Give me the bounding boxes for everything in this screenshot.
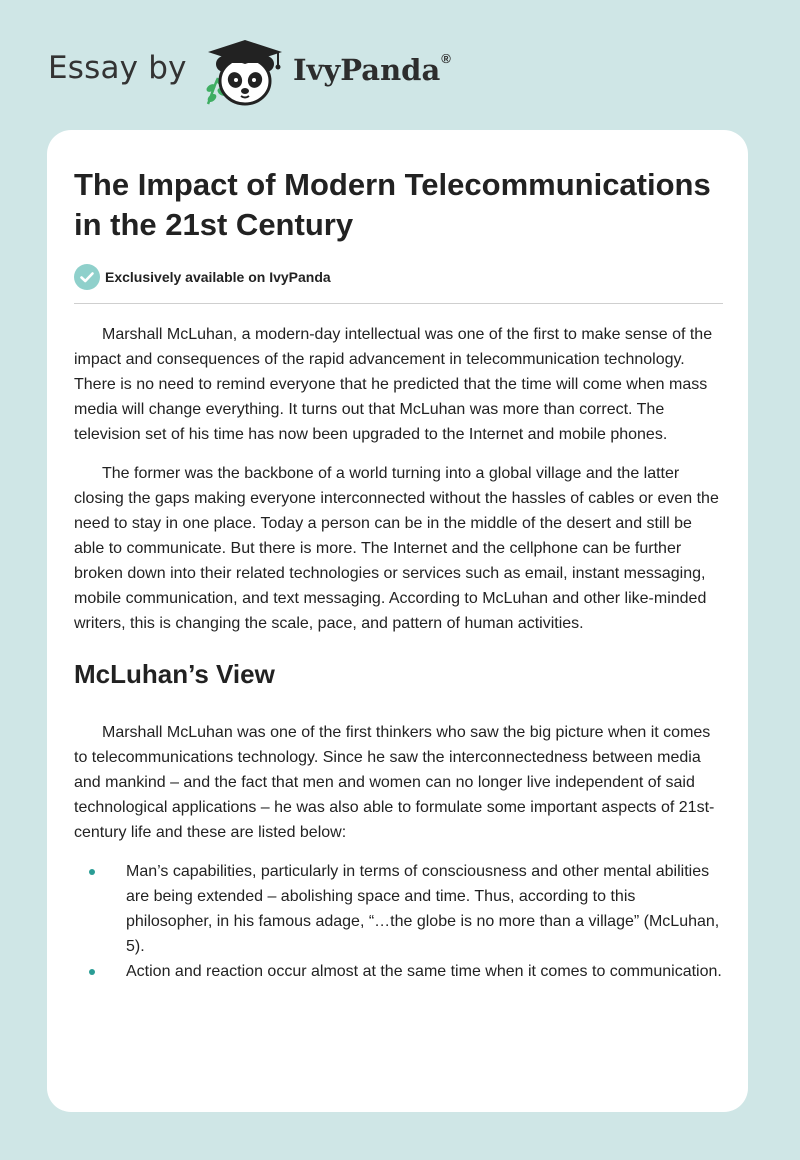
article-body: [74, 322, 724, 984]
section-heading: McLuhan’s View: [74, 659, 275, 689]
brand-name[interactable]: [293, 53, 450, 87]
article-card: [47, 130, 748, 1112]
paragraph: The former was the backbone of a world turning into a global village and the latter closing the gaps making everyone interconnected without the hassles of cables or even the need to stay in one place. Today a person can be in the middle of the desert and still be able to communicate. But there is more. The Internet and the cellphone can be further broken down into their related technologies or services such as email, instant messaging, mobile communication, and text messaging. According to McLuhan and other like-minded writers, this is changing the scale, pace, and pattern of human activities.: [74, 465, 719, 632]
badge-label: Exclusively available on IvyPanda: [105, 269, 331, 285]
brand-text: IvyPanda: [293, 53, 441, 87]
site-header: [0, 0, 800, 130]
bullet-dot-icon: [89, 869, 95, 875]
list-item-text: Man’s capabilities, particularly in terms of consciousness and other mental abilities are being extended – abolishing space and time. Thus, according to this philosopher, in his famous adage, “…the globe is no more than a village” (McLuhan, 5).: [126, 863, 720, 955]
exclusive-badge: [74, 264, 331, 290]
divider: [74, 303, 723, 304]
check-circle-icon: [74, 264, 100, 290]
list-item: [74, 959, 724, 984]
paragraph: Marshall McLuhan, a modern-day intellectual was one of the first to make sense of the impact and consequences of the rapid advancement in telecommunication technology. There is no need to remind everyone that he predicted that the time will come when mass media will change everything. It turns out that McLuhan was more than correct. The television set of his time has now been upgraded to the Internet and mobile phones.: [74, 326, 713, 443]
paragraph: Marshall McLuhan was one of the first thinkers who saw the big picture when it comes to telecommunications technology. Since he saw the interconnectedness between media and mankind – and the fact that men and women can no longer live independent of said technological applications – he was also able to formulate some important aspects of 21st-century life and these are listed below:: [74, 724, 715, 841]
page-title: The Impact of Modern Telecommunications in the 21st Century: [74, 167, 711, 242]
bullet-list: [74, 859, 724, 984]
registered-mark: ®: [441, 51, 451, 66]
panda-graduate-icon[interactable]: [200, 34, 290, 110]
bullet-dot-icon: [89, 969, 95, 975]
list-item-text: Action and reaction occur almost at the same time when it comes to communication.: [126, 963, 722, 980]
essay-by-label: Essay by: [48, 50, 187, 86]
list-item: [74, 859, 724, 959]
